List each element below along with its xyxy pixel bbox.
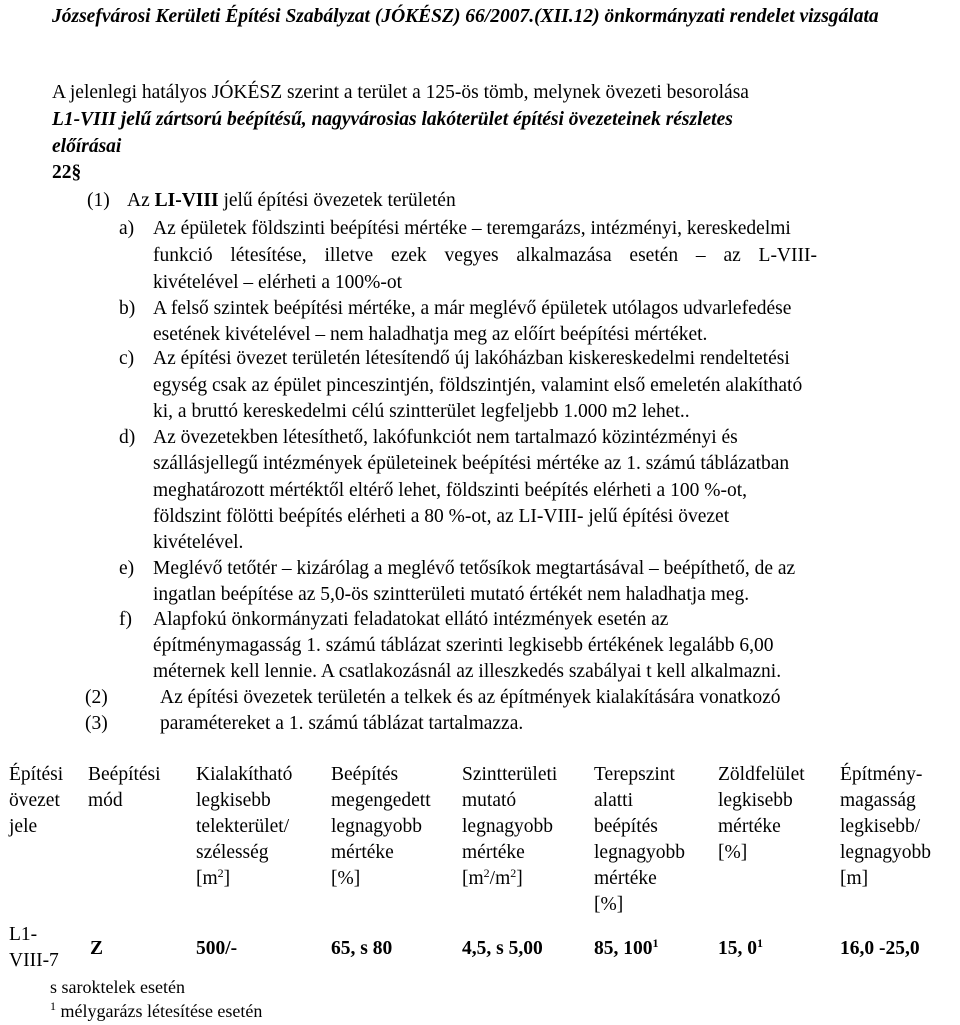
section-reference xyxy=(52,160,81,186)
item-b-line-1: A felső szintek beépítési mértéke, a már meglévő épületek utólagos udvarlefedése xyxy=(153,298,792,319)
item-d-line-4: földszint fölötti beépítés elérheti a 80 %-ot, az LI-VIII- jelű építési övezet xyxy=(153,506,730,527)
underground-footnote-mark: 1 xyxy=(652,936,659,950)
item-e-line-2: ingatlan beépítése az 5,0-ös szintterületi mutató értékét nem haladhatja meg. xyxy=(153,584,750,605)
paragraph-3-text: paramétereket a 1. számú táblázat tartalmazza. xyxy=(160,713,524,734)
paragraph-2-number: (2) xyxy=(85,687,108,708)
footnote-1 xyxy=(50,1000,262,1022)
header-far-line: mértéke xyxy=(462,842,525,863)
footnote-corner: s saroktelek esetén xyxy=(50,977,185,997)
unit-part: [m xyxy=(462,868,484,889)
header-height-line: legkisebb/ xyxy=(840,816,921,837)
header-coverage-line: megengedett xyxy=(331,790,431,811)
unit-sup: 2 xyxy=(510,866,517,880)
row-far: 4,5, s 5,00 xyxy=(462,938,543,959)
item-f-label: f) xyxy=(119,609,132,630)
unit-part: ] xyxy=(223,868,231,889)
intro-line-3: előírásai xyxy=(52,136,122,157)
row-zone-code xyxy=(9,922,59,974)
header-plot-line: telekterület/ xyxy=(196,816,290,837)
paragraph-3-number: (3) xyxy=(85,713,108,734)
header-green-line: mértéke xyxy=(718,816,781,837)
item-d-label: d) xyxy=(119,427,136,448)
paragraph-2-text: Az építési övezetek területén a telkek és az építmények kialakítására vonatkozó xyxy=(160,687,781,708)
item-a-line-2: funkció létesítése, illetve ezek vegyes alkalmazása esetén – az L-VIII- xyxy=(153,245,817,266)
paragraph-1-text xyxy=(127,188,456,214)
header-coverage-line: mértéke xyxy=(331,842,394,863)
item-f-line-1: Alapfokú önkormányzati feladatokat ellátó intézmények esetén az xyxy=(153,609,669,630)
intro-line-2: L1-VIII jelű zártsorú beépítésű, nagyvárosias lakóterület építési övezeteinek részletes xyxy=(52,109,733,130)
zone-code-line: L1- xyxy=(9,924,38,945)
header-underground-line: beépítés xyxy=(594,816,658,837)
header-far-line: mutató xyxy=(462,790,517,811)
intro-line-1: A jelenlegi hatályos JÓKÉSZ szerint a terület a 125-ös tömb, melynek övezeti besorolása xyxy=(52,82,749,103)
item-c-line-1: Az építési övezet területén létesítendő új lakóházban kiskereskedelmi rendeltetési xyxy=(153,348,790,369)
header-zone-line: jele xyxy=(9,816,38,837)
item-f-line-3: méternek kell lennie. A csatlakozásnál az illeszkedés szabályai t kell alkalmazni. xyxy=(153,661,782,682)
item-d-line-5: kivételével. xyxy=(153,532,244,553)
table-header-plot xyxy=(196,762,292,892)
table-header-far xyxy=(462,762,557,892)
item-b-label: b) xyxy=(119,298,136,319)
document-title: Józsefvárosi Kerületi Építési Szabályzat (JÓKÉSZ) 66/2007.(XII.12) önkormányzati rendelet vizsgálata xyxy=(52,6,879,27)
row-mode: Z xyxy=(90,938,104,959)
header-green-line: [%] xyxy=(718,842,748,863)
header-zone-line: Építési xyxy=(9,764,64,785)
green-footnote-mark: 1 xyxy=(757,936,763,950)
green-value: 15, 0 xyxy=(718,938,757,959)
para1-text-post: jelű építési övezetek területén xyxy=(218,190,456,211)
item-d-line-2: szállásjellegű intézmények épületeinek beépítési mértéke az 1. számú táblázatban xyxy=(153,453,790,474)
header-mode-line: mód xyxy=(88,790,123,811)
header-underground-line: mértéke xyxy=(594,868,657,889)
header-underground-line: Terepszint xyxy=(594,764,675,785)
header-underground-line: [%] xyxy=(594,894,624,915)
table-header-coverage xyxy=(331,762,431,892)
item-c-line-3: ki, a bruttó kereskedelmi célú szintterület legfeljebb 1.000 m2 lehet.. xyxy=(153,401,690,422)
header-coverage-line: legnagyobb xyxy=(331,816,422,837)
para1-text-pre: Az xyxy=(127,190,155,211)
row-height: 16,0 -25,0 xyxy=(840,938,920,959)
item-a-label: a) xyxy=(119,218,135,239)
underground-value: 85, 100 xyxy=(594,938,653,959)
header-mode-line: Beépítési xyxy=(88,764,161,785)
table-header-mode xyxy=(88,762,161,814)
header-plot-line: legkisebb xyxy=(196,790,271,811)
paragraph-1-number: (1) xyxy=(87,190,110,211)
header-plot-unit xyxy=(196,866,292,892)
header-zone-line: övezet xyxy=(9,790,60,811)
header-green-line: Zöldfelület xyxy=(718,764,805,785)
unit-sup: 2 xyxy=(217,866,224,880)
header-underground-line: legnagyobb xyxy=(594,842,685,863)
section-number: 22 xyxy=(52,162,72,183)
section-symbol: § xyxy=(71,162,82,183)
item-f-line-2: építménymagasság 1. számú táblázat szerinti legkisebb értékének legalább 6,00 xyxy=(153,635,774,656)
item-a-line-1: Az épületek földszinti beépítési mértéke – teremgarázs, intézményi, kereskedelmi xyxy=(153,218,791,239)
header-plot-line: szélesség xyxy=(196,842,269,863)
row-coverage: 65, s 80 xyxy=(331,938,393,959)
header-plot-line: Kialakítható xyxy=(196,764,293,785)
item-d-line-1: Az övezetekben létesíthető, lakófunkciót nem tartalmazó közintézményi és xyxy=(153,427,738,448)
item-b-line-2: esetének kivételével – nem haladhatja meg az előírt beépítési mértéket. xyxy=(153,324,708,345)
header-green-line: legkisebb xyxy=(718,790,793,811)
header-height-line: magasság xyxy=(840,790,916,811)
footnote-1-text: mélygarázs létesítése esetén xyxy=(56,1001,263,1021)
header-height-line: legnagyobb xyxy=(840,842,931,863)
table-header-zone xyxy=(9,762,63,840)
header-far-unit xyxy=(462,866,557,892)
unit-part: [m xyxy=(196,868,218,889)
item-e-line-1: Meglévő tetőtér – kizárólag a meglévő tetősíkok megtartásával – beépíthető, de az xyxy=(153,558,796,579)
footnote-1-mark: 1 xyxy=(50,999,56,1013)
header-far-line: Szintterületi xyxy=(462,764,558,785)
item-d-line-3: meghatározott mértéktől eltérő lehet, földszinti beépítés elérheti a 100 %-ot, xyxy=(153,480,747,501)
header-far-line: legnagyobb xyxy=(462,816,553,837)
unit-part: /m xyxy=(489,868,511,889)
para1-zone-code: LI-VIII xyxy=(154,190,219,211)
row-underground xyxy=(594,936,659,962)
table-header-green xyxy=(718,762,805,866)
table-header-underground xyxy=(594,762,685,918)
item-c-line-2: egység csak az épület pinceszintjén, földszintjén, valamint első emeletén alakítható xyxy=(153,375,803,396)
item-c-label: c) xyxy=(119,348,135,369)
unit-part: ] xyxy=(516,868,523,889)
item-a-line-3: kivételével – elérheti a 100%-ot xyxy=(153,272,403,293)
unit-sup: 2 xyxy=(483,866,490,880)
zone-code-line: VIII-7 xyxy=(9,950,59,971)
header-coverage-line: [%] xyxy=(331,868,361,889)
header-underground-line: alatti xyxy=(594,790,633,811)
header-height-line: [m] xyxy=(840,868,869,889)
table-header-height xyxy=(840,762,931,892)
item-e-label: e) xyxy=(119,558,135,579)
header-height-line: Építmény- xyxy=(840,764,923,785)
row-green xyxy=(718,936,763,962)
header-coverage-line: Beépítés xyxy=(331,764,399,785)
row-plot: 500/- xyxy=(196,938,238,959)
